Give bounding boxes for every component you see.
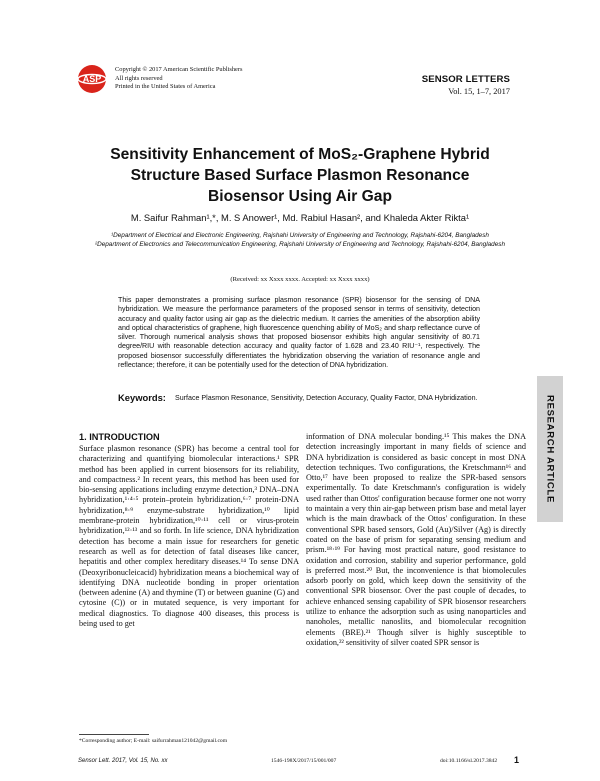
keywords-label: Keywords: — [118, 392, 166, 403]
copyright-line: Printed in the United States of America — [115, 83, 216, 91]
copyright-notice — [115, 66, 243, 92]
affiliation-2: ²Department of Electronics and Telecommunication Engineering, Rajshahi University of Engineering and Technology, Rajshahi-6204, Bangladesh — [94, 240, 506, 248]
affiliations — [62, 232, 538, 250]
journal-title: SENSOR LETTERS — [421, 74, 510, 85]
keywords: Surface Plasmon Resonance, Sensitivity, Detection Accuracy, Quality Factor, DNA Hybridization. — [175, 394, 478, 402]
author-list: M. Saifur Rahman¹,*, M. S Anower¹, Md. Rabiul Hasan², and Khaleda Akter Rikta¹ — [130, 212, 470, 223]
received-dates: (Received: xx Xxxx xxxx. Accepted: xx Xxxx xxxx) — [230, 276, 370, 283]
paragraph: Surface plasmon resonance (SPR) has become a central tool for characterizing and quantifying biomolecular interactions.¹ SPR method has been applied in current biosensors for its reliability, and compactness.² In recent years, this method has been used for bio-sensing applications including enzyme detection,³ DNA–DNA hybridization,¹·⁴·⁵ protein–protein hybridization,⁶·⁷ protein-DNA hybridization,⁸·⁹ enzyme-substrate hybridization,¹⁰ lipid membrane-protein hybridization,¹⁰·¹¹ cell or virus-protein hybridization,¹²·¹³ and so forth. In life science, DNA hybridization detection has become a main issue for researchers for genetic research as well as for detection of fatal diseases like cancer, hepatitis and other complex hereditary diseases.¹⁴ To sense DNA (Deoxyribonucleicacid) hybridization means a biochemical way of identifying DNA nucleotide bonding in proper orientation (between adenine (A) and thymine (T) or between guanine (G) and cytosine (C)) or in mutated sequence, is very important for medical diagnostics. To diagnose 400 diseases, this process is being used to get — [79, 444, 299, 629]
abstract: This paper demonstrates a promising surface plasmon resonance (SPR) biosensor for the sensing of DNA hybridization. We measure the performance parameters of the proposed sensor in terms of sensitivity, detection accuracy and quality factor using air gap as the dielectric medium. It carries the amenities of the absorption ability and optical characteristics of graphene, high fluorescence quenching ability of MoS₂ and sharp reflectance curve of silver. Thorough numerical analysis shows that proposed biosensor exhibits high angular sensitivity of 80.71 degree/RIU with reasonable detection accuracy and quality factor of 1.628 and 23.40 RIU⁻¹, respectively. The proposed biosensor successfully differentiates the hybridization observing the variation of resonance angle and reflectance; therefore, it can be potentially used for the detection of DNA hybridization. — [118, 296, 480, 370]
footnote-rule — [79, 734, 149, 735]
title-line: Biosensor Using Air Gap — [208, 188, 392, 205]
issn: 1546-198X/2017/15/001/007 — [271, 758, 337, 764]
journal-volume: Vol. 15, 1–7, 2017 — [448, 87, 510, 96]
article-title — [60, 144, 540, 207]
journal-reference: Sensor Lett. 2017, Vol. 15, No. xx — [78, 758, 168, 764]
corresponding-author-footnote: *Corresponding author; E-mail: saifurrahman121042@gmail.com — [79, 738, 228, 744]
paragraph: information of DNA molecular bonding.¹⁵ This makes the DNA detection increasingly important in many fields of science and DNA hybridization is considered as basic concept in most DNA detection techniques. Two configurations, the Kretschmann¹⁶ and Otto,¹⁷ have been proposed to realize the SPR-based sensors experimentally. To date Kretschmann's configuration is widely used rather than Ottos' configuration because former one not worry to maintain a very thin air-gap between prism base and metal layer which is the main drawback of the Ottos' configuration. In these conventional SPR based sensors, Gold (Au)/Silver (Ag) is directly coated on the base of prism for separating sensing medium and prism.¹⁸·¹⁹ For having most practical nature, good resistance to oxidation and corrosion, stability and superior performance, gold is preferred most.²⁰ But, the inconvenience is that biomolecules adsorb poorly on gold, which keep down the sensitivity of the conventional SPR biosensor. Over the past couple of decades, to achieve enhanced sensing capability of SPR biosensor researchers utilize to enhance the adsorption such as using nanoparticles and nanoholes, metallic nanoslits, and biomolecular recognition elements (BRE).²¹ Though silver is highly susceptible to oxidation,²² sensitivity of silver coated SPR sensor is — [306, 432, 526, 647]
page-number: 1 — [514, 755, 520, 765]
section-heading: 1. INTRODUCTION — [79, 432, 160, 442]
body-column-left — [79, 444, 299, 629]
asp-logo — [77, 64, 107, 94]
affiliation-1: ¹Department of Electrical and Electronic Engineering, Rajshahi University of Engineering and Technology, Rajshahi-6204, Bangladesh — [111, 232, 489, 239]
doi: doi:10.1166/sl.2017.3842 — [440, 758, 498, 764]
logo-text: ASP — [82, 74, 102, 84]
copyright-line: All rights reserved — [115, 74, 163, 82]
research-article-tab — [537, 376, 563, 522]
title-line: Structure Based Surface Plasmon Resonance — [130, 167, 470, 184]
title-line: Sensitivity Enhancement of MoS₂-Graphene Hybrid — [110, 146, 490, 163]
side-tab-label: RESEARCH ARTICLE — [544, 395, 556, 503]
body-column-right — [306, 432, 526, 648]
copyright-line: Copyright © 2017 American Scientific Publishers — [115, 66, 243, 73]
